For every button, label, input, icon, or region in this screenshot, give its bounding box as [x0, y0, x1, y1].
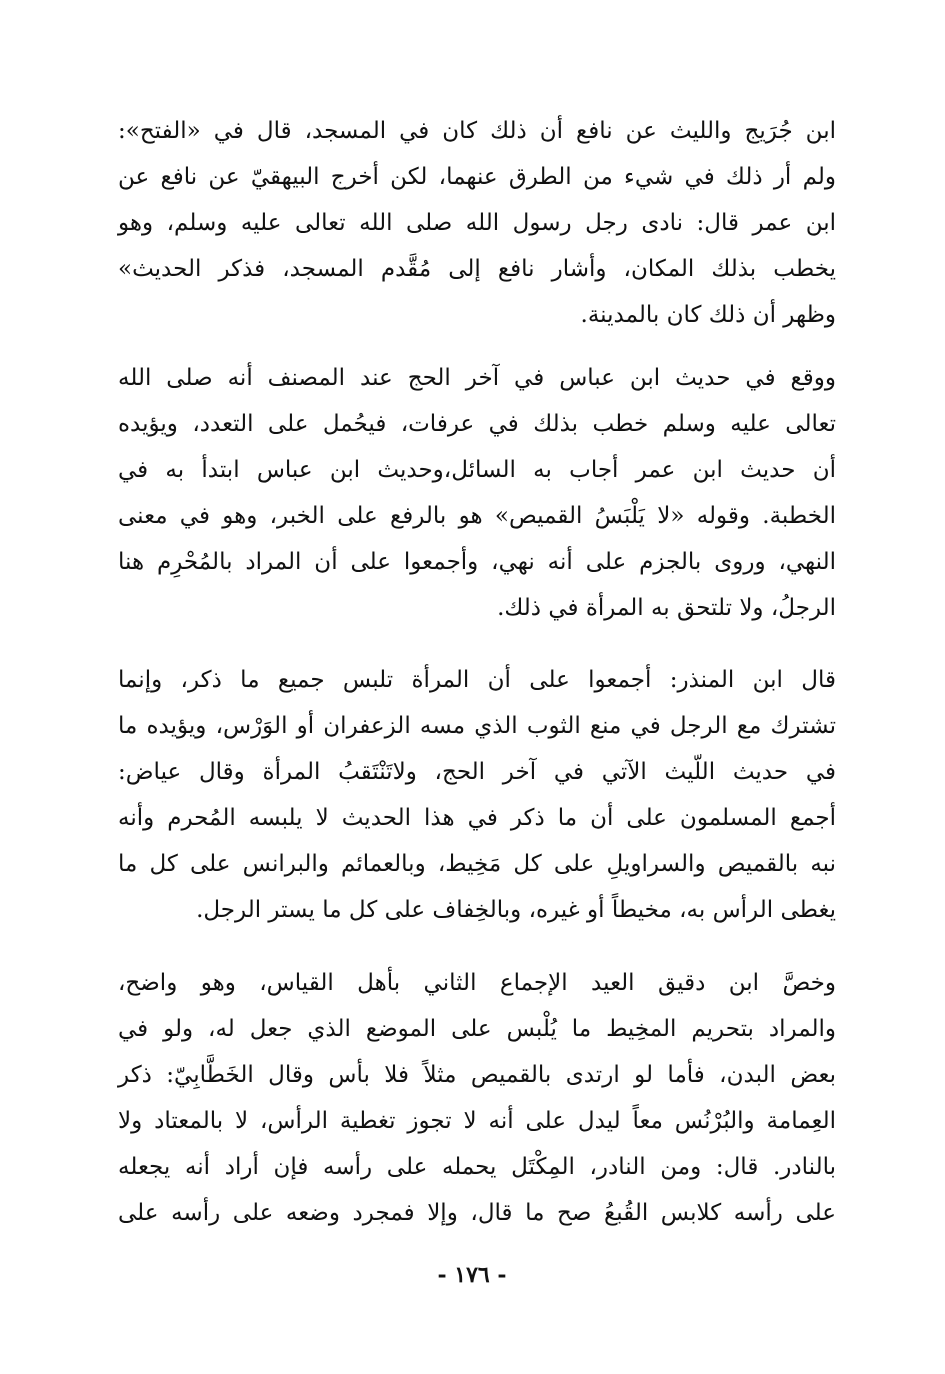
text-line: بعض البدن، فأما لو ارتدى بالقميص مثلاً فلا بأس وقال الخَطَّابِيّ: ذكر — [118, 1062, 836, 1088]
text-line: ابن عمر قال: نادى رجل رسول الله صلى الله تعالى عليه وسلم، وهو — [118, 210, 836, 236]
text-line: ولم أر ذلك في شيء من الطرق عنهما، لكن أخرج البيهقيّ عن نافع عن — [118, 164, 836, 190]
text-line: نبه بالقميص والسراويلِ على كل مَخِيط، وبالعمائم والبرانس على كل ما — [118, 851, 836, 877]
text-line: يخطب بذلك المكان، وأشار نافع إلى مُقَّدم المسجد، فذكر الحديث» — [118, 256, 836, 282]
text-line: في حديث اللّيث الآتي في آخر الحج، ولاتَنْتَقبُ المرأة وقال عياض: — [118, 759, 836, 785]
text-line: ووقع في حديث ابن عباس في آخر الحج عند المصنف أنه صلى الله — [118, 365, 836, 391]
text-line: يغطى الرأس به، مخيطاً أو غيره، وبالخِفاف على كل ما يستر الرجل. — [196, 897, 836, 923]
text-line: تشترك مع الرجل في منع الثوب الذي مسه الزعفران أو الوَرْس، ويؤيده ما — [118, 713, 836, 739]
text-line: أن حديث ابن عمر أجاب به السائل،وحديث ابن عباس ابتدأ به في — [118, 457, 836, 483]
paragraph-4 — [118, 960, 836, 1236]
text-line: العِمامة والبُرْنُس معاً ليدل على أنه لا تجوز تغطية الرأس، لا بالمعتاد ولا — [118, 1108, 836, 1134]
text-line: الخطبة. وقوله «لا يَلْبَسُ القميص» هو بالرفع على الخبر، وهو في معنى — [118, 503, 836, 529]
text-line: أجمع المسلمون على أن ما ذكر في هذا الحديث لا يلبسه المُحرم وأنه — [118, 805, 836, 831]
paragraph-3 — [118, 657, 836, 933]
text-line: الرجلُ، ولا تلتحق به المرأة في ذلك. — [497, 595, 836, 621]
paragraph-2 — [118, 355, 836, 631]
text-line: على رأسه كلابس القُبعُ صح ما قال، وإلا فمجرد وضعه على رأسه على — [118, 1200, 836, 1226]
text-line: ابن جُرَيج والليث عن نافع أن ذلك كان في المسجد، قال في «الفتح»: — [118, 118, 836, 144]
paragraph-1 — [118, 108, 836, 338]
text-line: بالنادر. قال: ومن النادر، المِكْتَل يحمله على رأسه فإن أراد أنه يجعله — [118, 1154, 836, 1180]
page-number: - ١٧٦ - — [437, 1262, 507, 1288]
text-line: النهي، وروى بالجزم على أنه نهي، وأجمعوا على أن المراد بالمُحْرِم هنا — [118, 549, 836, 575]
text-line: تعالى عليه وسلم خطب بذلك في عرفات، فيحُمل على التعدد، ويؤيده — [118, 411, 836, 437]
text-line: وخصَّ ابن دقيق العيد الإجماع الثاني بأهل القياس، وهو واضح، — [118, 970, 836, 996]
text-line: وظهر أن ذلك كان بالمدينة. — [580, 302, 836, 328]
text-line: قال ابن المنذر: أجمعوا على أن المرأة تلبس جميع ما ذكر، وإنما — [118, 667, 836, 693]
text-line: والمراد بتحريم المخِيط ما يُلْبس على الموضع الذي جعل له، ولو في — [118, 1016, 836, 1042]
